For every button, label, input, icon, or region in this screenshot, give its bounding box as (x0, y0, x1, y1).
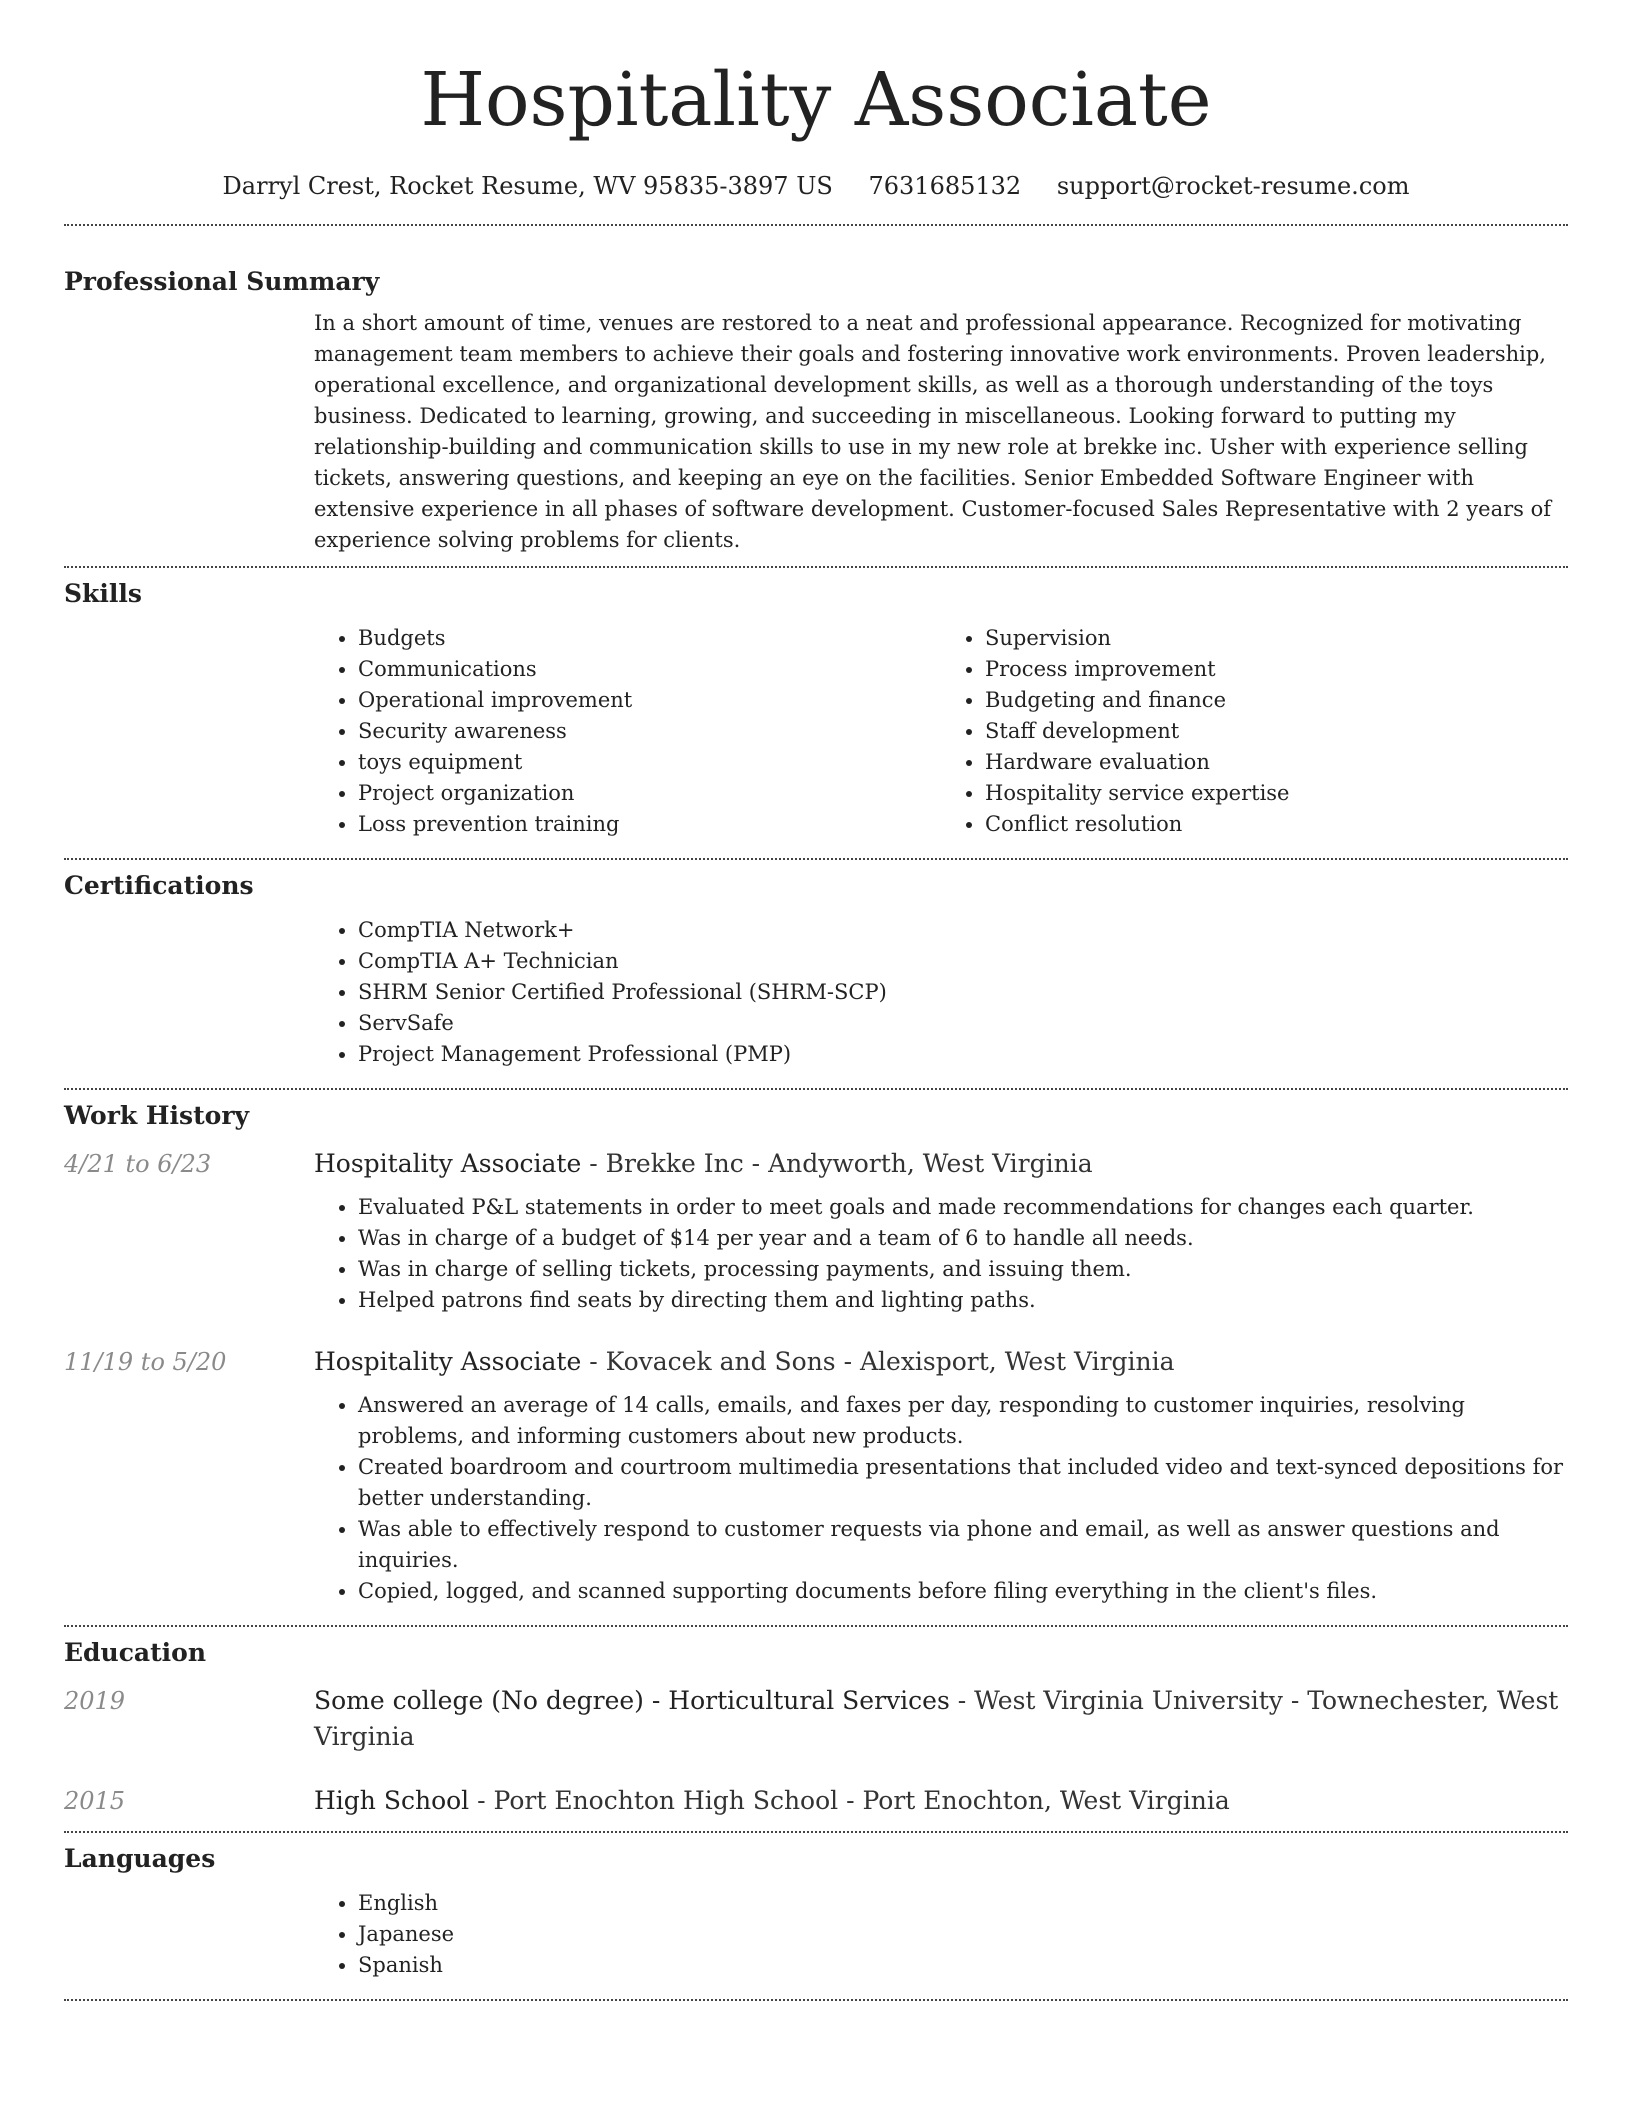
divider (64, 224, 1568, 226)
certification-item: • CompTIA Network+ (358, 915, 1568, 946)
certification-item: • SHRM Senior Certified Professional (SHRM-SCP) (358, 977, 1568, 1008)
skill-item: • Staff development (985, 716, 1568, 747)
skill-item: • Budgets (358, 623, 941, 654)
education-entry (64, 1683, 1568, 1755)
education-entry (64, 1783, 1568, 1819)
education-school: - Port Enochton High School - Port Enochton, West Virginia (469, 1786, 1230, 1815)
summary-text: In a short amount of time, venues are restored to a neat and professional appearance. Recognized for motivating management team members to achieve their goals and fostering innovative work environments. Proven leadership, operational excellence, and organizational development skills, as well as a thorough understanding of the toys business. Dedicated to learning, growing, and succeeding in miscellaneous. Looking forward to putting my relationship-building and communication skills to use in my new role at brekke inc. Usher with experience selling tickets, answering questions, and keeping an eye on the facilities. Senior Embedded Software Engineer with extensive experience in all phases of software development. Customer-focused Sales Representative with 2 years of experience solving problems for clients. (314, 311, 1552, 552)
education-school: - West Virginia University - Townechester, West Virginia (314, 1686, 1559, 1751)
job-bullet: • Answered an average of 14 calls, emails, and faxes per day, responding to customer inquiries, resolving problems, and informing customers about new products. (358, 1390, 1568, 1452)
language-item: • Spanish (358, 1950, 1568, 1981)
work-history-section (64, 1100, 1568, 1607)
education-year: 2019 (64, 1687, 126, 1715)
skill-item: • toys equipment (358, 747, 941, 778)
job-company-location: - Kovacek and Sons - Alexisport, West Virginia (581, 1347, 1175, 1376)
education-year: 2015 (64, 1787, 126, 1815)
certification-item: • Project Management Professional (PMP) (358, 1039, 1568, 1070)
skill-item: • Project organization (358, 778, 941, 809)
job-dates: 11/19 to 5/20 (64, 1348, 227, 1376)
skills-list-left (314, 623, 941, 840)
certification-item: • CompTIA A+ Technician (358, 946, 1568, 977)
education-section (64, 1637, 1568, 1819)
divider (64, 1999, 1568, 2001)
job-company-location: - Brekke Inc - Andyworth, West Virginia (581, 1149, 1093, 1178)
education-heading (314, 1783, 1568, 1819)
skill-item: • Loss prevention training (358, 809, 941, 840)
skill-item: • Security awareness (358, 716, 941, 747)
divider (64, 1625, 1568, 1627)
job-heading (314, 1344, 1568, 1380)
divider (64, 858, 1568, 860)
job-dates: 4/21 to 6/23 (64, 1150, 212, 1178)
languages-list (314, 1888, 1568, 1981)
certifications-section (64, 870, 1568, 1070)
job-role: Hospitality Associate (314, 1347, 582, 1376)
job-heading (314, 1146, 1568, 1182)
resume-name: Hospitality Associate (420, 57, 1212, 143)
job-bullet: • Was able to effectively respond to customer requests via phone and email, as well as answer questions and inquiries. (358, 1514, 1568, 1576)
skill-item: • Process improvement (985, 654, 1568, 685)
contact-email: support@rocket-resume.com (1056, 172, 1410, 200)
skill-item: • Hospitality service expertise (985, 778, 1568, 809)
skills-list-right (941, 623, 1568, 840)
resume-page (64, 0, 1568, 2001)
skill-item: • Budgeting and finance (985, 685, 1568, 716)
contact-address: Darryl Crest, Rocket Resume, WV 95835-3897 US (222, 172, 833, 200)
skill-item: • Supervision (985, 623, 1568, 654)
job-bullet: • Helped patrons find seats by directing them and lighting paths. (358, 1285, 1568, 1316)
contact-phone: 7631685132 (868, 172, 1022, 200)
job-bullets (314, 1192, 1568, 1316)
certifications-list (314, 915, 1568, 1070)
education-degree: High School (314, 1786, 470, 1815)
section-title-skills: Skills (64, 579, 142, 608)
section-title-certifications: Certifications (64, 871, 254, 900)
education-degree: Some college (No degree) - Horticultural Services (314, 1686, 950, 1715)
skill-item: • Operational improvement (358, 685, 941, 716)
skill-item: • Communications (358, 654, 941, 685)
language-item: • Japanese (358, 1919, 1568, 1950)
section-title-education: Education (64, 1638, 207, 1667)
job-role: Hospitality Associate (314, 1149, 582, 1178)
skill-item: • Hardware evaluation (985, 747, 1568, 778)
contact-line (64, 170, 1568, 202)
job-bullet: • Copied, logged, and scanned supporting documents before filing everything in the client's files. (358, 1576, 1568, 1607)
job-bullet: • Created boardroom and courtroom multimedia presentations that included video and text-synced depositions for better understanding. (358, 1452, 1568, 1514)
job-bullet: • Was in charge of selling tickets, processing payments, and issuing them. (358, 1254, 1568, 1285)
language-item: • English (358, 1888, 1568, 1919)
skill-item: • Conflict resolution (985, 809, 1568, 840)
job-bullet: • Was in charge of a budget of $14 per year and a team of 6 to handle all needs. (358, 1223, 1568, 1254)
section-title-languages: Languages (64, 1844, 216, 1873)
divider (64, 566, 1568, 568)
education-heading (314, 1683, 1568, 1755)
section-title-summary: Professional Summary (64, 267, 380, 296)
divider (64, 1088, 1568, 1090)
languages-section (64, 1843, 1568, 1981)
certification-item: • ServSafe (358, 1008, 1568, 1039)
summary-section (64, 266, 1568, 556)
job-bullet: • Evaluated P&L statements in order to meet goals and made recommendations for changes each quarter. (358, 1192, 1568, 1223)
divider (64, 1831, 1568, 1833)
skills-section (64, 578, 1568, 840)
job-entry (64, 1344, 1568, 1607)
section-title-work: Work History (64, 1101, 250, 1130)
job-bullets (314, 1390, 1568, 1607)
job-entry (64, 1146, 1568, 1316)
